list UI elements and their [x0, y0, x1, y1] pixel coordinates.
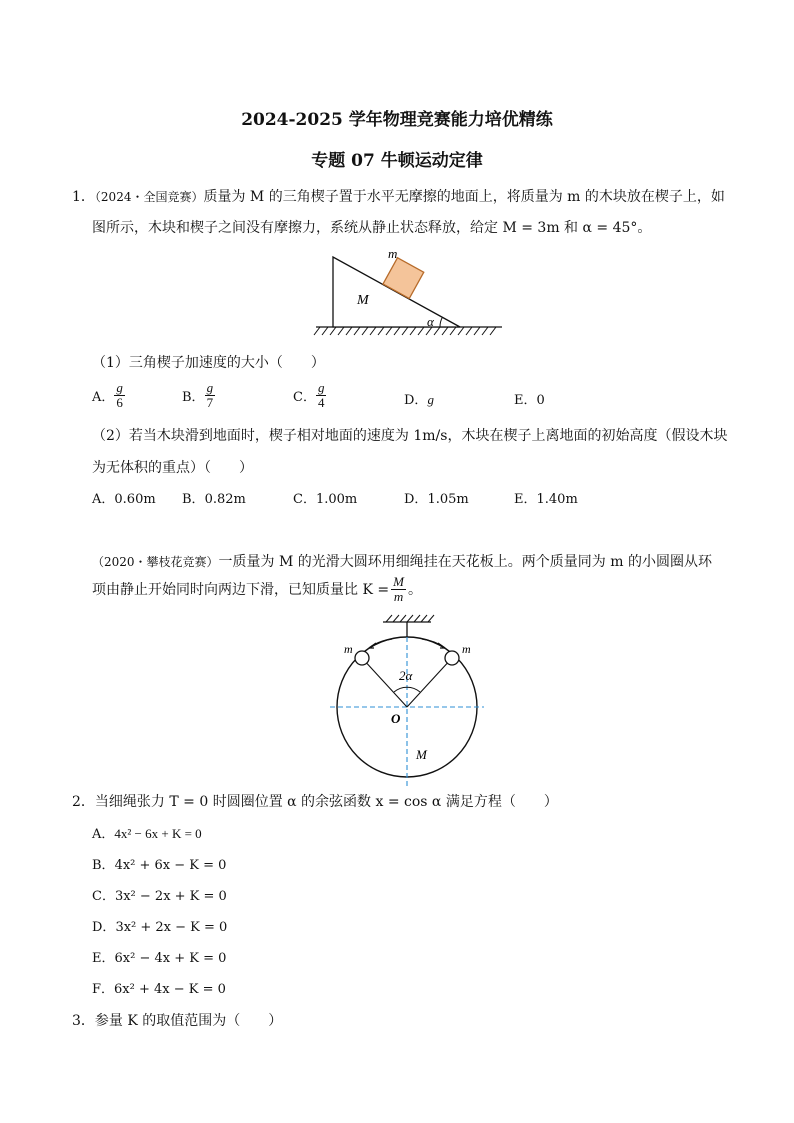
left-small-ring: [355, 651, 369, 665]
q2-option-a[interactable]: A．4x² − 6x + K = 0: [92, 826, 202, 842]
q1-sub1-option-c[interactable]: C． $\frac{g}{4}$: [293, 380, 325, 410]
ring-stem-line1: （2020・攀枝花竞赛）一质量为 M 的光滑大圆环用细绳挂在天花板上。两个质量同为 m 的小圆圈从环: [92, 554, 712, 570]
ring-mass-label: M: [416, 747, 427, 762]
center-label: O: [391, 711, 401, 726]
q1-stem-line1: [72, 186, 725, 206]
page-subtitle: 专题 07 牛顿运动定律: [311, 151, 483, 171]
ring-source: （2020・攀枝花竞赛）: [92, 555, 219, 569]
right-small-ring: [445, 651, 459, 665]
ring-stem-line2: 项由静止开始同时向两边下滑，已知质量比 K = $\frac{M}{m}$ 。: [92, 574, 422, 604]
q1-sub2-option-c[interactable]: C．1.00m: [293, 492, 358, 507]
ceiling-hatch: [386, 615, 434, 622]
q1-sub2-option-a[interactable]: A．0.60m: [92, 492, 156, 507]
fraction: $\frac{g}{4}$: [317, 380, 325, 410]
q2-option-d[interactable]: D．3x² + 2x − K = 0: [92, 920, 228, 935]
q2-option-c[interactable]: C．3x² − 2x + K = 0: [92, 889, 227, 904]
page-title: 2024-2025 学年物理竞赛能力培优精练: [241, 110, 553, 130]
q1-sub1-text: （1）三角楔子加速度的大小（ ）: [92, 355, 325, 371]
ring-figure: [322, 614, 492, 794]
q1-sub1-option-a[interactable]: A． $\frac{g}{6}$: [92, 380, 123, 410]
q2-stem: 2．当细绳张力 T = 0 时圆圈位置 α 的余弦函数 x = cos α 满足方程（ ）: [72, 794, 558, 810]
wedge-label: M: [357, 293, 369, 308]
q1-stem-line2: 图所示，木块和楔子之间没有摩擦力，系统从静止状态释放，给定 M = 3m 和 α = 45°。: [92, 220, 652, 236]
q1-source: （2024・全国竞赛）: [94, 190, 204, 204]
fraction: $\frac{g}{6}$: [116, 380, 123, 410]
q1-sub2-option-e[interactable]: E．1.40m: [514, 492, 578, 507]
q1-sub2-option-d[interactable]: D．1.05m: [404, 492, 469, 507]
q3-stem: 3．参量 K 的取值范围为（ ）: [72, 1013, 283, 1029]
q2-option-b[interactable]: B．4x² + 6x − K = 0: [92, 858, 227, 873]
q1-sub1-option-d[interactable]: D．g: [404, 392, 434, 408]
mass-ratio-fraction: $\frac{M}{m}$: [393, 574, 404, 604]
wedge-figure: [312, 244, 506, 339]
alpha-label: α: [427, 314, 434, 329]
q2-option-f[interactable]: F．6x² + 4x − K = 0: [92, 982, 226, 997]
ground-hatch: [314, 327, 496, 335]
block-label: m: [388, 246, 398, 261]
angle-label: 2α: [399, 668, 413, 683]
q1-sub2-option-b[interactable]: B．0.82m: [182, 492, 246, 507]
right-mass-label: m: [462, 642, 471, 656]
left-mass-label: m: [344, 642, 353, 656]
q1-sub2-text-line1: （2）若当木块滑到地面时，楔子相对地面的速度为 1m/s，木块在楔子上离地面的初始高度（假设木块: [92, 428, 728, 444]
q2-number: 2．: [72, 794, 95, 810]
q1-sub1-option-b[interactable]: B． $\frac{g}{7}$: [182, 380, 214, 410]
q1-sub1-option-e[interactable]: E．0: [514, 393, 545, 408]
q2-option-e[interactable]: E．6x² − 4x + K = 0: [92, 951, 227, 966]
fraction: $\frac{g}{7}$: [206, 380, 214, 410]
q3-number: 3．: [72, 1013, 95, 1029]
q1-sub2-text-line2: 为无体积的重点）（ ）: [92, 460, 253, 476]
q1-number: 1．: [72, 189, 95, 205]
q1-stem-text1: 质量为 M 的三角楔子置于水平无摩擦的地面上，将质量为 m 的木块放在楔子上，如: [203, 189, 725, 205]
right-radius: [407, 658, 452, 707]
